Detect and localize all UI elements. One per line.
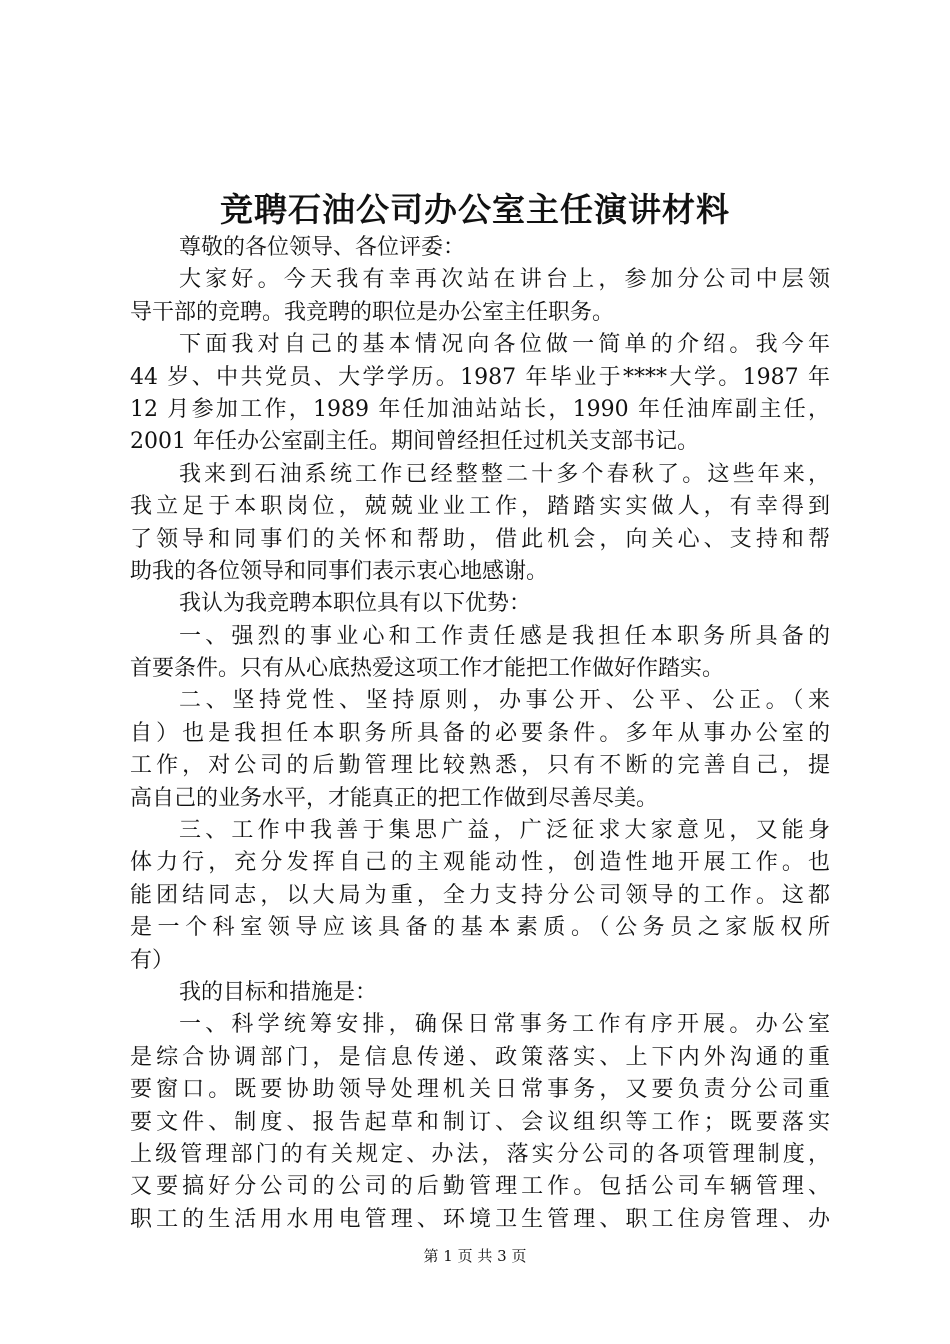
paragraph-line: 要窗口。既要协助领导处理机关日常事务，又要负责分公司重 bbox=[130, 1077, 830, 1103]
paragraph-line: 一、强烈的事业心和工作责任感是我担任本职务所具备的 bbox=[179, 623, 830, 649]
paragraph-line: 我认为我竞聘本职位具有以下优势： bbox=[179, 591, 532, 617]
paragraph-line: 我立足于本职岗位，兢兢业业工作，踏踏实实做人，有幸得到 bbox=[130, 494, 830, 520]
paragraph-line: 体力行，充分发挥自己的主观能动性，创造性地开展工作。也 bbox=[130, 850, 830, 876]
paragraph-line: 自）也是我担任本职务所具备的必要条件。多年从事办公室的 bbox=[130, 720, 830, 746]
paragraph-line: 我来到石油系统工作已经整整二十多个春秋了。这些年来， bbox=[179, 461, 830, 487]
paragraph-line: 12 月参加工作，1989 年任加油站站长，1990 年任油库副主任， bbox=[130, 396, 830, 422]
paragraph-line: 导干部的竞聘。我竞聘的职位是办公室主任职务。 bbox=[130, 299, 615, 325]
document-body bbox=[130, 232, 830, 1236]
paragraph-line: 又要搞好分公司的公司的后勤管理工作。包括公司车辆管理、 bbox=[130, 1174, 830, 1200]
paragraph-line: 有） bbox=[130, 947, 175, 973]
paragraph-line: 下面我对自己的基本情况向各位做一简单的介绍。我今年 bbox=[179, 332, 830, 358]
document-title: 竞聘石油公司办公室主任演讲材料 bbox=[220, 190, 730, 229]
paragraph-line: 是综合协调部门，是信息传递、政策落实、上下内外沟通的重 bbox=[130, 1044, 830, 1070]
paragraph-line: 助我的各位领导和同事们表示衷心地感谢。 bbox=[130, 558, 549, 584]
paragraph-line: 大家好。今天我有幸再次站在讲台上，参加分公司中层领 bbox=[179, 267, 830, 293]
page-footer: 第 1 页 共 3 页 bbox=[423, 1247, 527, 1265]
paragraph-line: 一、科学统筹安排，确保日常事务工作有序开展。办公室 bbox=[179, 1012, 830, 1038]
paragraph-line: 44 岁、中共党员、大学学历。1987 年毕业于****大学。1987 年 bbox=[130, 364, 830, 390]
paragraph-line: 三、工作中我善于集思广益，广泛征求大家意见，又能身 bbox=[179, 818, 830, 844]
paragraph-line: 上级管理部门的有关规定、办法，落实分公司的各项管理制度， bbox=[130, 1141, 830, 1167]
paragraph-line: 高自己的业务水平，才能真正的把工作做到尽善尽美。 bbox=[130, 785, 659, 811]
paragraph-line: 能团结同志，以大局为重，全力支持分公司领导的工作。这都 bbox=[130, 882, 830, 908]
paragraph-line: 要文件、制度、报告起草和制订、会议组织等工作；既要落实 bbox=[130, 1109, 830, 1135]
paragraph-line: 尊敬的各位领导、各位评委： bbox=[179, 235, 466, 260]
paragraph-line: 是一个科室领导应该具备的基本素质。（公务员之家版权所 bbox=[130, 915, 830, 941]
paragraph-line: 二、坚持党性、坚持原则，办事公开、公平、公正。（来 bbox=[179, 688, 830, 714]
paragraph-line: 工作，对公司的后勤管理比较熟悉，只有不断的完善自己，提 bbox=[130, 753, 830, 779]
paragraph-line: 我的目标和措施是： bbox=[179, 979, 378, 1005]
paragraph-line: 2001 年任办公室副主任。期间曾经担任过机关支部书记。 bbox=[130, 429, 699, 455]
paragraph-line: 首要条件。只有从心底热爱这项工作才能把工作做好作踏实。 bbox=[130, 656, 725, 682]
paragraph-line: 职工的生活用水用电管理、环境卫生管理、职工住房管理、办 bbox=[130, 1206, 830, 1232]
paragraph-line: 了领导和同事们的关怀和帮助，借此机会，向关心、支持和帮 bbox=[130, 526, 830, 552]
